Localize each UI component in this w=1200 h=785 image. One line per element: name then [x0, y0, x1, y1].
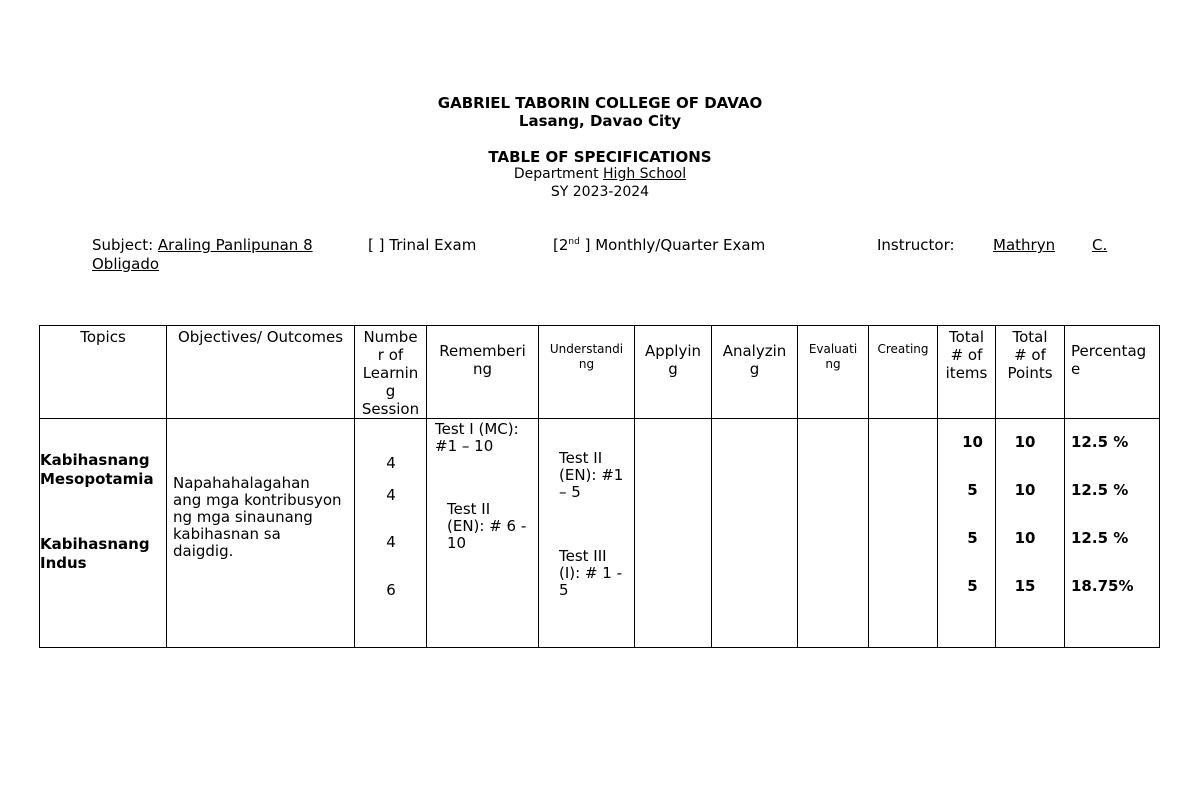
- header-total-items: [938, 326, 996, 419]
- header-row: [40, 326, 1160, 419]
- instructor-last: Obligado: [92, 255, 160, 273]
- he0: Evaluati: [808, 342, 858, 356]
- r12: 10: [447, 534, 467, 552]
- instructor-first: Mathryn: [993, 236, 1056, 254]
- o4: daigdig.: [173, 542, 234, 560]
- header-remembering: [427, 326, 539, 419]
- monthly-sup: nd: [568, 237, 580, 247]
- ha0: Applyin: [644, 342, 702, 360]
- cell-percentage: [1065, 419, 1160, 648]
- cell-evaluating: [798, 419, 869, 648]
- monthly-rest: ] Monthly/Quarter Exam: [579, 236, 766, 254]
- instructor-label: Instructor:: [877, 236, 955, 254]
- monthly-exam: [553, 236, 765, 254]
- school-name: GABRIEL TABORIN COLLEGE OF DAVAO: [437, 94, 763, 112]
- o1: ang mga kontribusyon: [173, 491, 342, 509]
- body-row: [40, 419, 1160, 648]
- u10: Test III: [559, 547, 607, 565]
- school-year: SY 2023-2024: [550, 184, 650, 200]
- o2: ng mga sinaunang: [173, 508, 313, 526]
- points-2: 10: [1014, 481, 1036, 499]
- hs0: Numbe: [363, 328, 418, 346]
- o3: kabihasnan sa: [173, 525, 281, 543]
- specifications-table: [39, 325, 1160, 648]
- points-4: 15: [1014, 577, 1036, 595]
- school-address: Lasang, Davao City: [518, 112, 682, 130]
- document-title: TABLE OF SPECIFICATIONS: [488, 148, 712, 166]
- items-4: 5: [967, 577, 978, 595]
- header-total-points: [996, 326, 1065, 419]
- header-objectives-text: Objectives/ Outcomes: [177, 328, 344, 346]
- cell-understanding: [539, 419, 635, 648]
- hpc0: Percentag: [1071, 342, 1147, 360]
- hz1: g: [749, 360, 760, 378]
- department-value: High School: [603, 166, 687, 182]
- r01: #1 – 10: [435, 437, 494, 455]
- hp2: Points: [1007, 364, 1053, 382]
- hpc1: e: [1071, 360, 1081, 378]
- percent-2: 12.5 %: [1071, 481, 1129, 499]
- cell-total-items: [938, 419, 996, 648]
- items-3: 5: [967, 529, 978, 547]
- t01: Mesopotamia: [40, 470, 154, 488]
- t10: Kabihasnang: [40, 535, 150, 553]
- cell-objective: [167, 419, 355, 648]
- subject-label: Subject:: [92, 236, 154, 254]
- items-2: 5: [967, 481, 978, 499]
- session-4: 6: [386, 581, 396, 599]
- hu0: Understandi: [549, 342, 624, 356]
- r10: Test II: [447, 500, 491, 518]
- understanding-test-3: [559, 548, 622, 599]
- header-topics: [40, 326, 167, 419]
- cell-applying: [635, 419, 712, 648]
- u11: (I): # 1 -: [559, 564, 623, 582]
- hi0: Total: [948, 328, 985, 346]
- hi1: # of: [950, 346, 983, 364]
- subject-value: Araling Panlipunan 8: [157, 236, 313, 254]
- topic-indus: [40, 535, 150, 573]
- t00: Kabihasnang: [40, 451, 150, 469]
- hc0: Creating: [877, 342, 929, 356]
- points-3: 10: [1014, 529, 1036, 547]
- session-3: 4: [386, 533, 396, 551]
- header-creating: [869, 326, 938, 419]
- header-percentage: [1065, 326, 1160, 419]
- r00: Test I (MC):: [435, 420, 519, 438]
- hs3: g: [385, 382, 396, 400]
- percent-3: 12.5 %: [1071, 529, 1129, 547]
- remembering-test-2: [447, 501, 526, 552]
- header-objectives: [167, 326, 355, 419]
- understanding-test-2: [559, 450, 623, 501]
- remembering-test-1: [435, 421, 519, 455]
- hi2: items: [945, 364, 988, 382]
- items-1: 10: [962, 433, 983, 451]
- cell-total-points: [996, 419, 1065, 648]
- header-analyzing: [712, 326, 798, 419]
- header-sessions: [355, 326, 427, 419]
- monthly-open: [2: [553, 236, 569, 254]
- hp0: Total: [1012, 328, 1048, 346]
- hu1: ng: [578, 357, 595, 371]
- cell-analyzing: [712, 419, 798, 648]
- hs2: Learnin: [362, 364, 419, 382]
- topic-mesopotamia: [40, 451, 154, 489]
- cell-topics: [40, 419, 167, 648]
- header-applying: [635, 326, 712, 419]
- header-evaluating: [798, 326, 869, 419]
- ha1: g: [668, 360, 678, 378]
- hz0: Analyzin: [722, 342, 787, 360]
- hs1: r of: [377, 346, 404, 364]
- instructor-initial: C.: [1092, 236, 1108, 254]
- cell-remembering: [427, 419, 539, 648]
- header-topics-text: Topics: [80, 328, 126, 346]
- t11: Indus: [40, 554, 87, 572]
- he1: ng: [825, 357, 841, 371]
- u01: (EN): #1: [559, 466, 624, 484]
- percent-1: 12.5 %: [1071, 433, 1129, 451]
- trinal-exam: [ ] Trinal Exam: [368, 236, 477, 254]
- cell-creating: [869, 419, 938, 648]
- hr1: ng: [472, 360, 493, 378]
- u00: Test II: [559, 449, 603, 467]
- o0: Napahahalagahan: [173, 474, 310, 492]
- percent-4: 18.75%: [1071, 577, 1134, 595]
- hs4: Session: [361, 400, 420, 418]
- u12: 5: [559, 581, 569, 599]
- u02: – 5: [559, 483, 581, 501]
- r11: (EN): # 6 -: [447, 517, 527, 535]
- hr0: Rememberi: [439, 342, 526, 360]
- points-1: 10: [1014, 433, 1036, 451]
- cell-sessions: [355, 419, 427, 648]
- department-label: Department: [513, 166, 599, 182]
- subject-line: [92, 236, 313, 254]
- hp1: # of: [1014, 346, 1046, 364]
- session-2: 4: [386, 486, 396, 504]
- department-line: [0, 166, 1200, 182]
- objective-text: [173, 475, 342, 560]
- header-understanding: [539, 326, 635, 419]
- session-1: 4: [386, 454, 396, 472]
